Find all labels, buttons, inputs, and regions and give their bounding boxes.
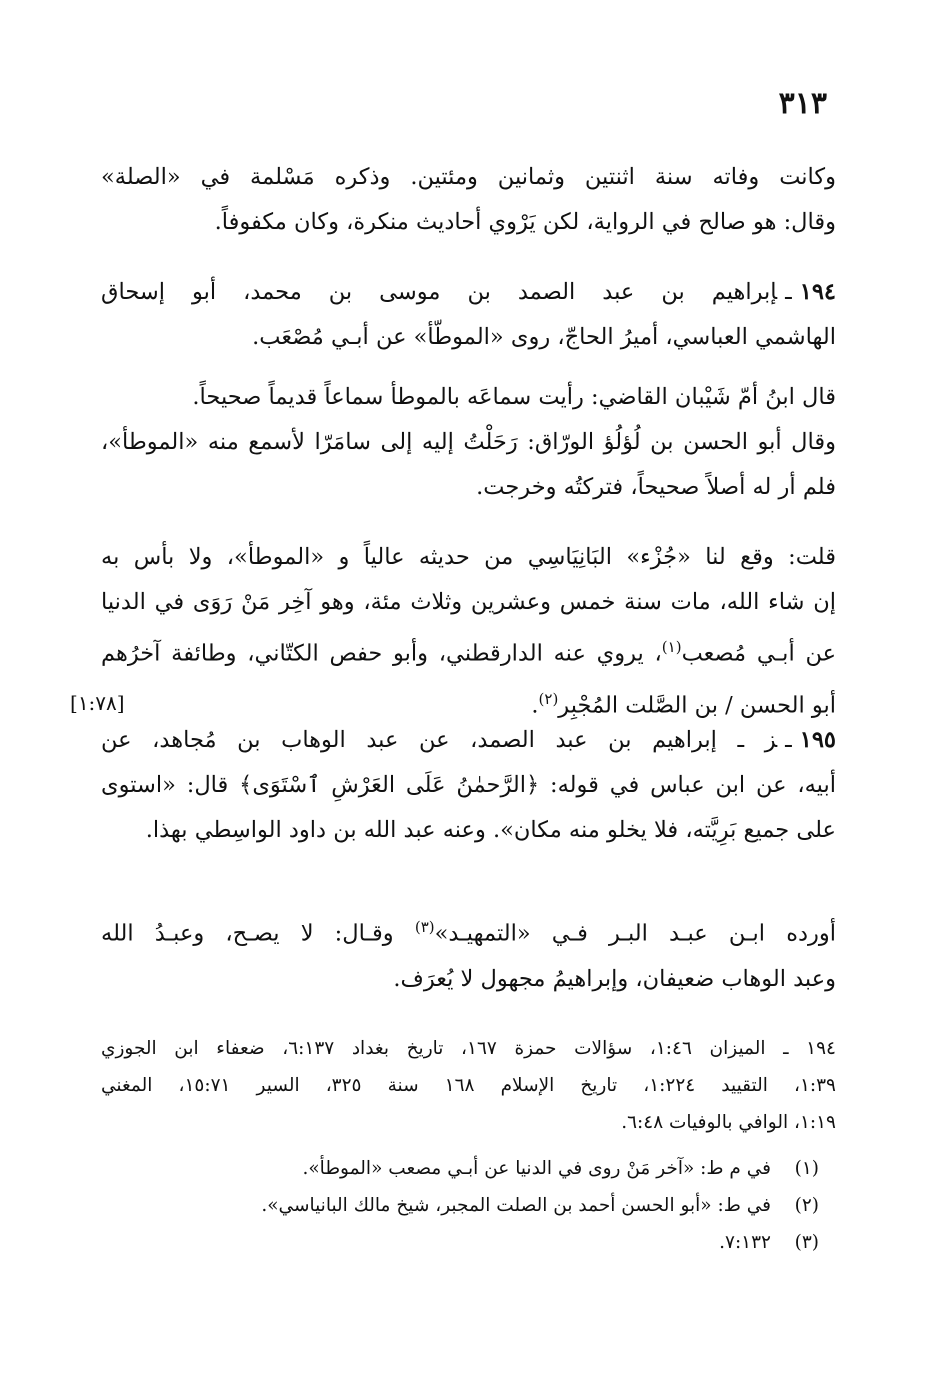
text-line: وكانت وفاته سنة اثنتين وثمانين ومئتين. وذكره مَسْلمة في «الصلة» bbox=[101, 164, 836, 190]
footnote-text: في م ط: «آخر مَنْ روى في الدنيا عن أبـي مصعب «الموطأ». bbox=[302, 1158, 771, 1179]
text-line: وقال: هو صالح في الرواية، لكن يَرْوي أحاديث منكرة، وكان مكفوفاً. bbox=[214, 209, 836, 235]
note-line: ١:١٩، الوافي بالوفيات ٦:٤٨. bbox=[621, 1112, 836, 1133]
sources-note bbox=[101, 1030, 836, 1141]
footnote-ref-3[interactable]: (٣) bbox=[414, 918, 435, 936]
text-line: على جميع بَرِيَّته، فلا يخلو منه مكان». وعنه عبد الله بن داود الواسِطي بهذا. bbox=[145, 817, 836, 843]
text-line: إن شاء الله، مات سنة خمس وعشرين وثلاث مئة، وهو آخِر مَنْ رَوَى في الدنيا bbox=[101, 589, 836, 615]
edition-page-reference: [١:٧٨] bbox=[70, 691, 125, 715]
entry-heading-text: إبراهيم بن عبد الصمد بن موسى بن محمد، أبو إسحاق bbox=[101, 279, 778, 305]
text-line: قال ابنُ أمّ شَيْبان القاضي: رأيت سماعَه بالموطأ سماعاً قديماً صحيحاً. bbox=[192, 384, 836, 410]
text-line bbox=[101, 718, 836, 763]
footnote-number: (٢) bbox=[794, 1195, 819, 1216]
entry-194 bbox=[101, 270, 836, 360]
entry-dash: ـ bbox=[785, 727, 792, 753]
note-line: ١٩٤ ـ الميزان ١:٤٦، سؤالات حمزة ١٦٧، تاريخ بغداد ٦:١٣٧، ضعفاء ابن الجوزي bbox=[101, 1038, 836, 1059]
text-line bbox=[101, 625, 836, 677]
entry-number: ١٩٤ bbox=[799, 279, 836, 305]
text-line: الهاشمي العباسي، أميرُ الحاجّ، روى «الموطّأ» عن أبـي مُصْعَب. bbox=[252, 324, 836, 350]
footnotes bbox=[119, 1150, 819, 1261]
text-segment: أبو الحسن / بن الصَّلت المُجْبِر bbox=[558, 692, 836, 718]
footnote-text: في ط: «أبو الحسن أحمد بن الصلت المجبر، شيخ مالك البانياسي». bbox=[261, 1195, 771, 1216]
text-segment: عن أبـي مُصعب bbox=[681, 640, 836, 667]
note-line: ١:٣٩، التقييد ١:٢٢٤، تاريخ الإسلام ١٦٨ سنة ٣٢٥، السير ١٥:٧١، المغني bbox=[101, 1075, 836, 1096]
paragraph-3 bbox=[101, 375, 836, 510]
text-line: وقال أبو الحسن بن لُؤلُؤ الورّاق: رَحَلْتُ إليه إلى سامَرّا لأسمع منه «الموطأ»، bbox=[101, 429, 836, 455]
text-line: أبيه، عن ابن عباس في قوله: ﴿الرَّحمٰنُ عَلَى العَرْشِ ٱسْتَوَى﴾ قال: «استوى bbox=[101, 772, 836, 798]
text-segment: . bbox=[531, 692, 539, 718]
footnote-1 bbox=[119, 1150, 819, 1187]
text-segment: وقـال: لا يصـح، وعبـدُ الله bbox=[101, 920, 415, 947]
text-line: فلم أر له أصلاً صحيحاً، فتركتُه وخرجت. bbox=[476, 474, 836, 500]
entry-195 bbox=[101, 718, 836, 853]
text-line: قلت: وقع لنا «جُزْء» البَانِيَاسِي من حديثه عالياً و «الموطأ»، ولا بأس به bbox=[101, 544, 836, 570]
footnote-2 bbox=[119, 1187, 819, 1224]
text-line bbox=[101, 905, 836, 957]
text-segment: ، يروي عنه الدارقطني، وأبو حفص الكتّاني، وطائفة آخرُهم bbox=[101, 640, 662, 667]
footnote-ref-2[interactable]: (٢) bbox=[538, 689, 559, 708]
paragraph-4 bbox=[101, 535, 836, 728]
footnote-number: (١) bbox=[794, 1158, 819, 1179]
footnote-3 bbox=[119, 1224, 819, 1261]
paragraph-1 bbox=[101, 155, 836, 245]
text-line bbox=[101, 270, 836, 315]
footnote-ref-1[interactable]: (١) bbox=[661, 638, 682, 656]
text-line: وعبد الوهاب ضعيفان، وإبراهيمُ مجهول لا يُعرَف. bbox=[393, 965, 836, 992]
footnote-number: (٣) bbox=[794, 1232, 819, 1253]
entry-number: ١٩٥ bbox=[799, 727, 836, 753]
text-segment: أورده ابـن عبـد البـر فـي «التمهيـد» bbox=[434, 920, 836, 947]
entry-dash: ـ bbox=[785, 279, 792, 305]
entry-heading-text: ز ـ إبراهيم بن عبد الصمد، عن عبد الوهاب بن مُجاهد، عن bbox=[101, 727, 778, 753]
paragraph-6 bbox=[101, 905, 836, 1002]
page-number: ٣١٣ bbox=[778, 86, 827, 121]
footnote-text: ٧:١٣٢. bbox=[719, 1232, 771, 1253]
